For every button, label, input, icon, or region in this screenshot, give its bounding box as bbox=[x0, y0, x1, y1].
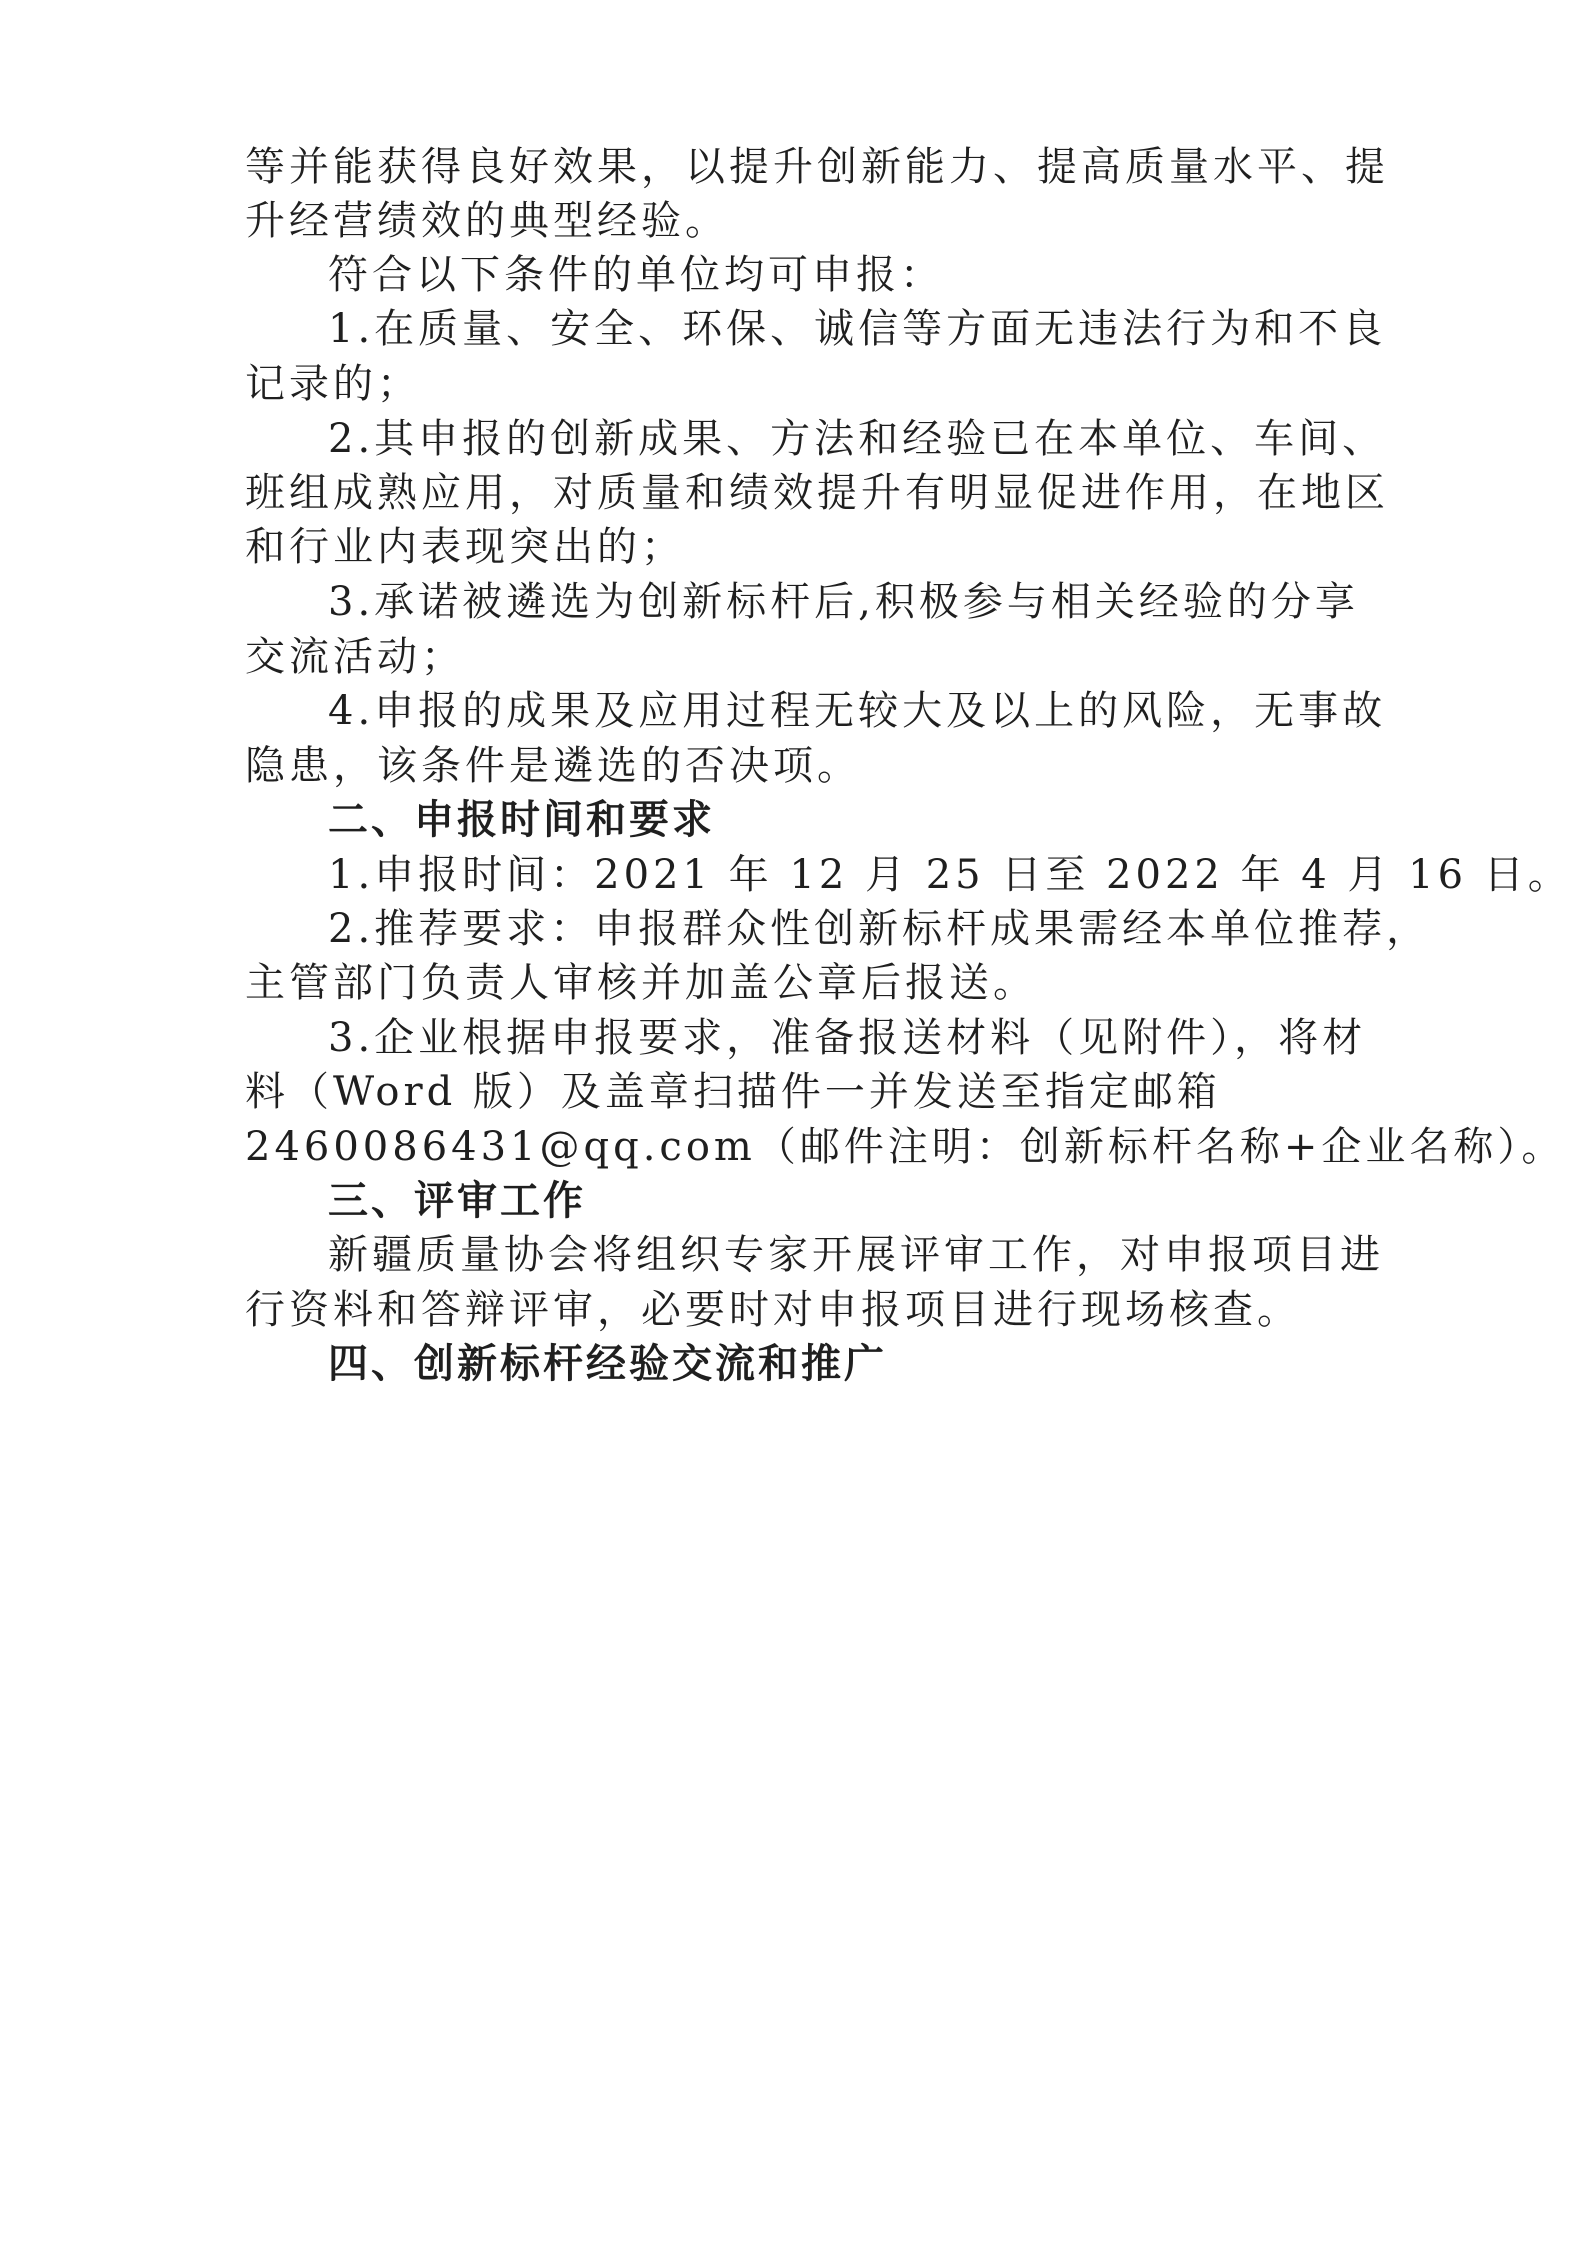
text-line: 升经营绩效的典型经验。 bbox=[245, 198, 729, 244]
text-line: 4.申报的成果及应用过程无较大及以上的风险，无事故 bbox=[328, 688, 1387, 734]
section-heading: 三、评审工作 bbox=[328, 1178, 586, 1224]
section-heading: 二、申报时间和要求 bbox=[328, 797, 715, 843]
text-line: 交流活动； bbox=[245, 634, 465, 680]
text-line: 符合以下条件的单位均可申报： bbox=[328, 252, 944, 298]
text-line: 料（Word 版）及盖章扫描件一并发送至指定邮箱 bbox=[245, 1069, 1221, 1115]
text-line: 2460086431@qq.com（邮件注明：创新标杆名称+企业名称）。 bbox=[245, 1124, 1566, 1170]
text-line: 行资料和答辩评审，必要时对申报项目进行现场核查。 bbox=[245, 1287, 1301, 1333]
text-line: 2.推荐要求：申报群众性创新标杆成果需经本单位推荐， bbox=[328, 906, 1431, 952]
text-line: 3.承诺被遴选为创新标杆后,积极参与相关经验的分享 bbox=[328, 579, 1359, 625]
text-line: 隐患，该条件是遴选的否决项。 bbox=[245, 743, 861, 789]
text-line: 1.申报时间：2021 年 12 月 25 日至 2022 年 4 月 16 日。 bbox=[328, 852, 1572, 898]
text-line: 2.其申报的创新成果、方法和经验已在本单位、车间、 bbox=[328, 416, 1387, 462]
text-line: 1.在质量、安全、环保、诚信等方面无违法行为和不良 bbox=[328, 306, 1387, 352]
text-line: 3.企业根据申报要求，准备报送材料（见附件），将材 bbox=[328, 1015, 1367, 1061]
text-line: 记录的； bbox=[245, 361, 421, 407]
text-line: 等并能获得良好效果，以提升创新能力、提高质量水平、提 bbox=[245, 144, 1389, 190]
text-line: 新疆质量协会将组织专家开展评审工作，对申报项目进 bbox=[328, 1232, 1384, 1278]
text-line: 和行业内表现突出的； bbox=[245, 524, 685, 570]
text-line: 主管部门负责人审核并加盖公章后报送。 bbox=[245, 960, 1037, 1006]
text-line: 班组成熟应用，对质量和绩效提升有明显促进作用，在地区 bbox=[245, 470, 1389, 516]
section-heading: 四、创新标杆经验交流和推广 bbox=[328, 1341, 887, 1387]
